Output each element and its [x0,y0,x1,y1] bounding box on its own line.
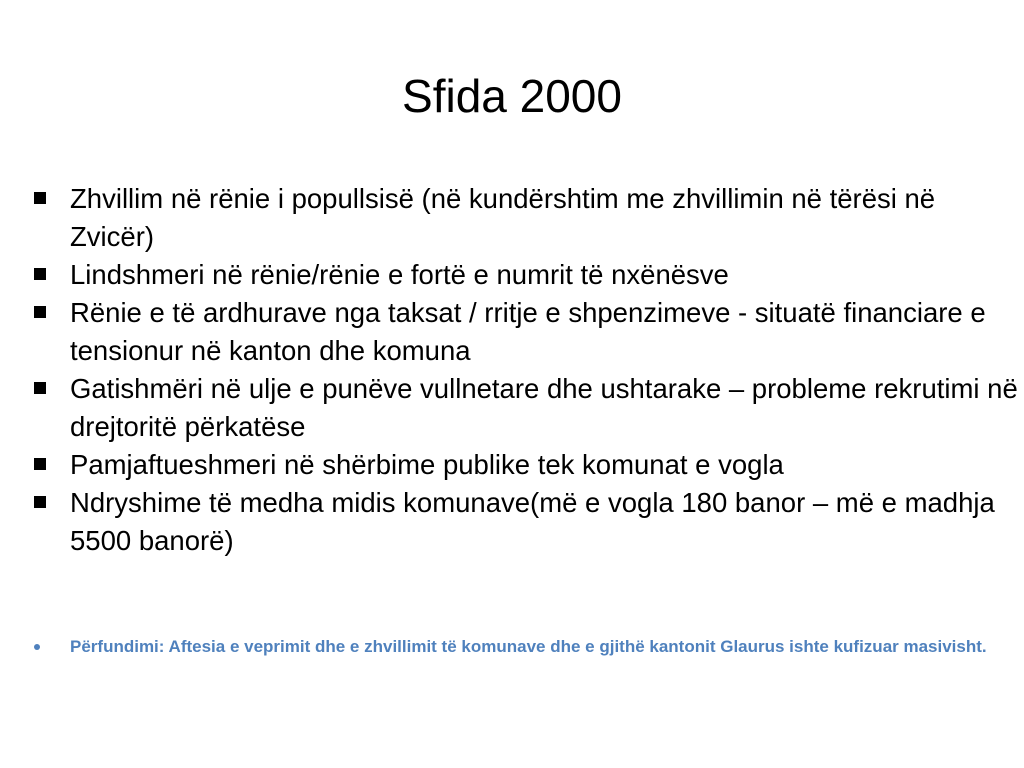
square-bullet-icon [34,496,46,508]
bullet-text: Lindshmeri në rënie/rënie e fortë e numrit të nxënësve [70,259,729,290]
square-bullet-icon [34,382,46,394]
bullet-item [34,370,1019,446]
bullet-text: Rënie e të ardhurave nga taksat / rritje e shpenzimeve - situatë financiare e tensionur në kanton dhe komuna [70,297,986,366]
bullet-item [34,256,1019,294]
square-bullet-icon [34,268,46,280]
bullet-text: Gatishmëri në ulje e punëve vullnetare dhe ushtarake – probleme rekrutimi në drejtoritë përkatëse [70,373,1018,442]
bullet-text: Zhvillim në rënie i popullsisë (në kundërshtim me zhvillimin në tërësi në Zvicër) [70,183,936,252]
conclusion-text: Përfundimi: Aftesia e veprimit dhe e zhvillimit të komunave dhe e gjithë kantonit Glaurus ishte kufizuar masivisht. [70,637,987,656]
square-bullet-icon [34,306,46,318]
bullet-item [34,294,1019,370]
bullet-item [34,180,1019,256]
slide-title: Sfida 2000 [402,70,622,122]
conclusion-note [34,636,1019,658]
bullet-text: Pamjaftueshmeri në shërbime publike tek komunat e vogla [70,449,784,480]
bullet-text: Ndryshime të medha midis komunave(më e vogla 180 banor – më e madhja 5500 banorë) [70,487,995,556]
square-bullet-icon [34,458,46,470]
bullet-item [34,484,1019,560]
bullet-list [34,180,1019,560]
round-bullet-icon [34,644,40,650]
bullet-item [34,446,1019,484]
square-bullet-icon [34,192,46,204]
